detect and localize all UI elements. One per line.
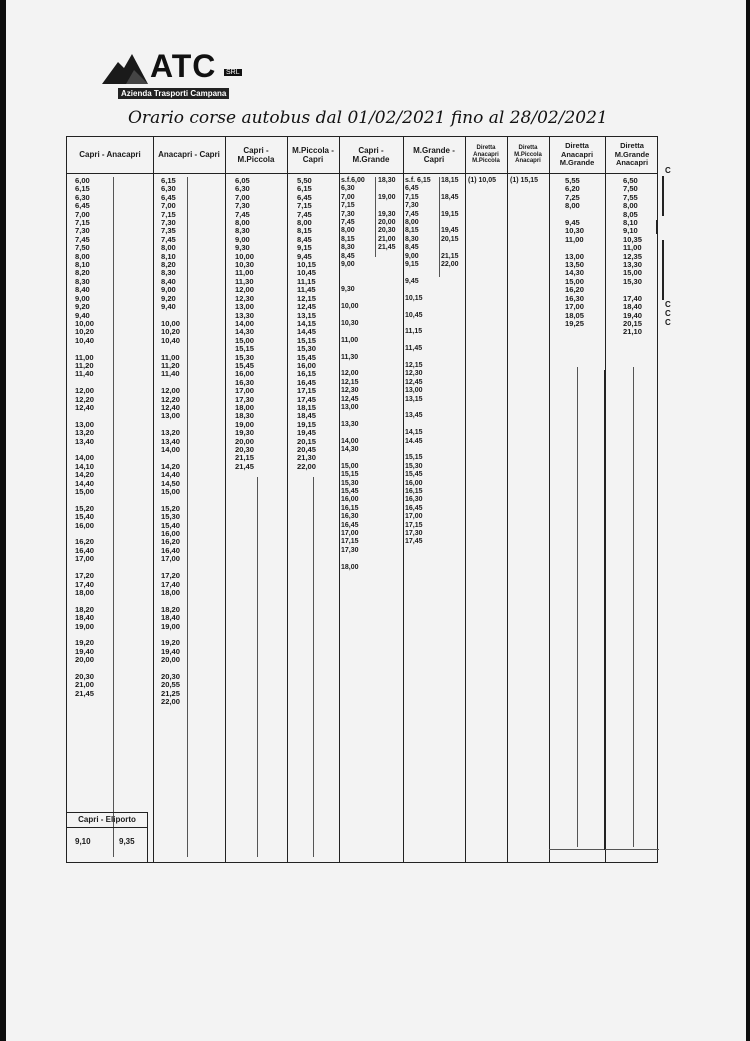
sub-column-line — [439, 177, 440, 277]
times-capri-mgrande-a: s.f.6,00 6,30 7,00 7,15 7,30 7,45 8,00 8,15 8,30 8,45 9,00 9,30 10,00 10,30 11,00 11,30 12,00 12,15 12,30 12,45 13,00 13,30 14,00 14,30 15,00 15,15 15,30 15,45 16,00 16,15 16,30 16,45 17,00 17,15 17,30 18,00 — [341, 177, 365, 571]
header-mpiccola-capri: M.Piccola - Capri — [292, 145, 334, 164]
header-capri-anacapri: Capri - Anacapri — [79, 150, 141, 160]
eliporto-box — [66, 812, 148, 863]
header-diretta-anacapri-mpiccola: Diretta Anacapri M.Piccola — [472, 144, 500, 165]
times-mgrande-capri-b: 18,15 18,45 19,15 19,45 20,15 21,15 22,00 — [441, 177, 459, 269]
margin-bar — [656, 220, 658, 234]
eliporto-time: 9,10 — [75, 837, 91, 846]
logo-srl: SRL — [226, 69, 240, 76]
column-divider — [225, 137, 226, 862]
margin-mark: C — [665, 318, 671, 327]
sub-column-line — [375, 177, 376, 257]
sub-column-line — [633, 367, 634, 847]
times-diretta-anacapri-mgrande: 5,55 6,20 7,25 8,00 9,45 10,30 11,00 13,00 13,50 14,30 15,00 16,20 16,30 17,00 18,05 19,25 — [565, 176, 585, 328]
sub-column-line — [257, 477, 258, 857]
column-divider — [507, 137, 508, 862]
screen-frame-right — [746, 0, 750, 1041]
column-divider — [403, 137, 404, 862]
logo-subtitle: Azienda Trasporti Campana — [118, 88, 229, 99]
sub-column-line — [187, 177, 188, 857]
times-diretta-mpiccola-anacapri: (1) 15,15 — [510, 177, 539, 184]
column-divider — [549, 137, 550, 862]
timetable-grid — [66, 136, 658, 863]
header-divider — [67, 173, 657, 174]
sub-row-line — [549, 849, 605, 850]
header-capri-mpiccola: Capri - M.Piccola — [237, 145, 275, 164]
header-diretta-anacapri-mgrande: Diretta Anacapri M.Grande — [559, 141, 595, 168]
page-title: Orario corse autobus dal 01/02/2021 fino al 28/02/2021 — [128, 108, 608, 128]
column-divider — [153, 137, 154, 862]
times-capri-mgrande-b: 18,30 19,00 19,30 20,00 20,30 21,00 21,45 — [378, 177, 396, 252]
header-diretta-mgrande-anacapri: Diretta M.Grande Anacapri — [614, 141, 650, 168]
column-divider — [339, 137, 340, 862]
eliporto-time: 9,35 — [119, 837, 135, 846]
column-divider — [605, 137, 606, 862]
times-capri-mpiccola: 6,05 6,30 7,00 7,30 7,45 8,00 8,30 9,00 9,30 10,00 10,30 11,00 11,30 12,00 12,30 13,00 13,30 14,00 14,30 15,00 15,15 15,30 15,45 16,00 16,30 17,00 17,30 18,00 18,30 19,00 19,30 20,00 20,30 21,15 21,45 — [235, 176, 255, 471]
margin-bar — [604, 370, 605, 850]
times-mpiccola-capri: 5,50 6,15 6,45 7,15 7,45 8,00 8,15 8,45 9,15 9,45 10,15 10,45 11,15 11,45 12,15 12,45 13,15 14,15 14,45 15,15 15,30 15,45 16,00 16,15 16,45 17,15 17,45 18,15 18,45 19,15 19,45 20,15 20,45 21,30 22,00 — [297, 176, 317, 471]
sub-column-line — [113, 177, 114, 857]
margin-mark: C — [665, 300, 671, 309]
header-capri-mgrande: Capri - M.Grande — [352, 145, 390, 164]
margin-mark: C — [665, 309, 671, 318]
margin-mark: C — [665, 166, 671, 175]
header-anacapri-capri: Anacapri - Capri — [158, 150, 220, 160]
times-diretta-anacapri-mpiccola: (1) 10,05 — [468, 177, 497, 184]
times-anacapri-capri: 6,15 6,30 6,45 7,00 7,15 7,30 7,35 7,45 8,00 8,10 8,20 8,30 8,40 9,00 9,20 9,40 10,00 10,20 10,40 11,00 11,20 11,40 12,00 12,20 12,40 13,00 13,20 13,40 14,00 14,20 14,40 14,50 15,00 15,20 15,30 15,40 16,00 16,20 16,40 17,00 17,20 17,40 18,00 18,20 18,40 19,00 19,20 19,40 20,00 20,30 20,55 21,25 22,00 — [161, 176, 181, 707]
times-mgrande-capri-a: s.f. 6,15 6,45 7,15 7,30 7,45 8,00 8,15 8,30 8,45 9,00 9,15 9,45 10,15 10,45 11,15 11,45 12,15 12,30 12,45 13,00 13,15 13,45 14,15 14.45 15,15 15,30 15,45 16,00 16,15 16,30 16,45 17,00 17,15 17,30 17,45 — [405, 177, 431, 546]
column-divider — [465, 137, 466, 862]
times-diretta-mgrande-anacapri: 6,50 7,50 7,55 8,00 8,05 8,10 9,10 10,35 11,00 12,35 13,30 15,00 15,30 17,40 18,40 19,40 20,15 21,10 — [623, 176, 643, 337]
logo-brand: ATC — [150, 48, 217, 84]
sub-column-line — [313, 477, 314, 857]
sub-row-line — [605, 849, 659, 850]
times-capri-anacapri: 6,00 6,15 6,30 6,45 7,00 7,15 7,30 7,45 7,50 8,00 8,10 8,20 8,30 8,40 9,00 9,20 9,40 10,00 10,20 10,40 11,00 11,20 11,40 12,00 12,20 12,40 13,00 13,20 13,40 14,00 14,10 14,20 14,40 15,00 15,20 15,40 16,00 16,20 16,40 17,00 17,20 17,40 18,00 18,20 18,40 19,00 19,20 19,40 20,00 20,30 21,00 21,45 — [75, 176, 95, 698]
header-mgrande-capri: M.Grande - Capri — [413, 145, 455, 164]
header-diretta-mpiccola-anacapri: Diretta M.Piccola Anacapri — [514, 144, 542, 165]
sub-column-line — [577, 367, 578, 847]
margin-bar — [662, 240, 664, 300]
margin-bar — [662, 176, 664, 216]
column-divider — [287, 137, 288, 862]
eliporto-title: Capri - Eliporto — [67, 813, 147, 828]
